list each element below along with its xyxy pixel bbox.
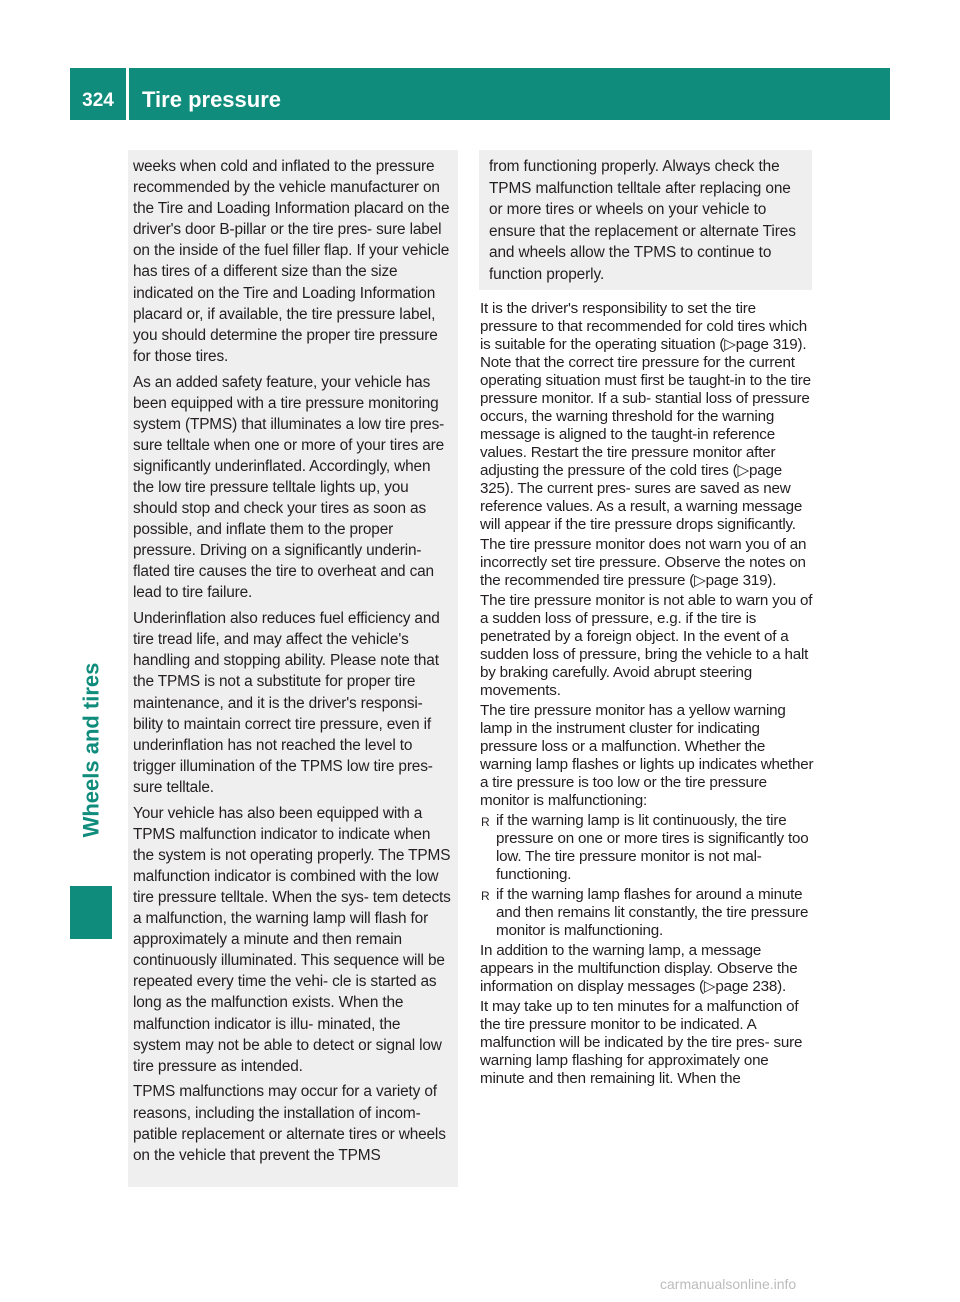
page-title: Tire pressure: [142, 87, 282, 112]
side-tab-label-wrap: [70, 620, 112, 880]
list-item: R if the warning lamp flashes for around a minute and then remains lit constantly, the tire pressure monitor is malfunctioning.: [481, 886, 809, 939]
paragraph: weeks when cold and inflated to the pressure recommended by the vehicle manufacturer on the Tire and Loading Information placard on the driver's door B-pillar or the tire pres- sure label on the inside of the fuel filler flap. If your vehicle has tires of a different size than the size indicated on the Tire and Loading Information placard or, if available, the tire pressure label, you should determine the proper tire pressure for those tires.: [133, 158, 450, 365]
note-text: from functioning properly. Always check the TPMS malfunction telltale after replacing one or more tires or wheels on your vehicle to ensure that the replacement or alternate Tires and wheels allow the TPMS to continue to function properly.: [489, 158, 796, 283]
page-reference-link[interactable]: page 325: [480, 462, 783, 497]
left-column: [128, 150, 458, 1187]
paragraph: The tire pressure monitor has a yellow warning lamp in the instrument cluster for indicating pressure loss or a malfunction. Whether the warning lamp flashes or lights up indicates whether a tire pressure is too low or the tire pressure monitor is malfunctioning:: [480, 702, 814, 809]
paragraph: As an added safety feature, your vehicle has been equipped with a tire pressure monitoring system (TPMS) that illuminates a low tire pres- sure telltale when one or more of your tires are significantly underinflated. Accordingly, when the low tire pressure telltale lights up, you should stop and check your tires as soon as possible, and inflate them to the proper pressure. Driving on a significantly underin- flated tire causes the tire to overheat and can lead to tire failure.: [133, 373, 445, 602]
note-box: [479, 150, 812, 290]
arrow-icon: ▷: [737, 462, 750, 479]
page-header: [70, 68, 890, 120]
page-number: 324: [82, 90, 114, 111]
paragraph: In addition to the warning lamp, a message appears in the multifunction display. Observe the information on display messages (▷page 238).: [480, 942, 798, 995]
list-item: R if the warning lamp is lit continuously, the tire pressure on one or more tires is significantly too low. The tire pressure monitor is not mal- functioning.: [481, 812, 809, 883]
arrow-icon: ▷: [724, 336, 736, 353]
page-reference-link[interactable]: page 319: [735, 336, 798, 353]
page-reference-link[interactable]: page 238: [715, 978, 778, 995]
arrow-icon: ▷: [694, 572, 706, 589]
bullet-icon: R: [481, 815, 490, 829]
page-reference-link[interactable]: page 319: [705, 572, 768, 589]
paragraph: It may take up to ten minutes for a malfunction of the tire pressure monitor to be indicated. A malfunction will be indicated by the tire pres- sure warning lamp flashing for approximately one minute and then remaining lit. When the: [480, 998, 803, 1087]
paragraph: Underinflation also reduces fuel efficiency and tire tread life, and may affect the vehicle's handling and stopping ability. Please note that the TPMS is not a substitute for proper tire maintenance, and it is the driver's responsi- bility to maintain correct tire pressure, even if underinflation has not reached the level to trigger illumination of the TPMS low tire pres- sure telltale.: [133, 610, 440, 796]
side-tab-marker: [70, 886, 112, 939]
paragraph: Your vehicle has also been equipped with a TPMS malfunction indicator to indicate when the system is not operating properly. The TPMS malfunction indicator is combined with the low tire pressure telltale. When the sys- tem detects a malfunction, the warning lamp will flash for approximately a minute and then remain continuously illuminated. This sequence will be repeated every time the vehi- cle is started as long as the malfunction exists. When the malfunction indicator is illu- minated, the system may not be able to detect or signal low tire pressure as intended.: [133, 804, 451, 1075]
right-column: [480, 300, 814, 1090]
watermark: carmanualsonline.info: [660, 1276, 797, 1292]
side-tab-label: Wheels and tires: [78, 662, 103, 838]
header-divider: [126, 68, 129, 120]
paragraph: TPMS malfunctions may occur for a variety of reasons, including the installation of incom- patible replacement or alternate tires or wheels on the vehicle that prevent the TPMS: [133, 1083, 446, 1164]
bullet-icon: R: [481, 889, 490, 903]
arrow-icon: ▷: [703, 978, 716, 995]
paragraph: It is the driver's responsibility to set the tire pressure to that recommended for cold tires which is suitable for the operating situation (▷page 319). Note that the correct tire pressure for the current operating situation must first be taught-in to the tire pressure monitor. If a sub- stantial loss of pressure occurs, the warning threshold for the warning message is aligned to the taught-in reference values. Restart the tire pressure monitor after adjusting the pressure of the cold tires (▷page 325). The current pres- sures are saved as new reference values. As a result, a warning message will appear if the tire pressure drops significantly.: [480, 300, 811, 533]
paragraph: The tire pressure monitor is not able to warn you of a sudden loss of pressure, e.g. if the tire is penetrated by a foreign object. In the event of a sudden loss of pressure, bring the vehicle to a halt by braking carefully. Avoid abrupt steering movements.: [480, 592, 813, 699]
paragraph: The tire pressure monitor does not warn you of an incorrectly set tire pressure. Observe the notes on the recommended tire pressure (▷page 319).: [480, 536, 807, 589]
